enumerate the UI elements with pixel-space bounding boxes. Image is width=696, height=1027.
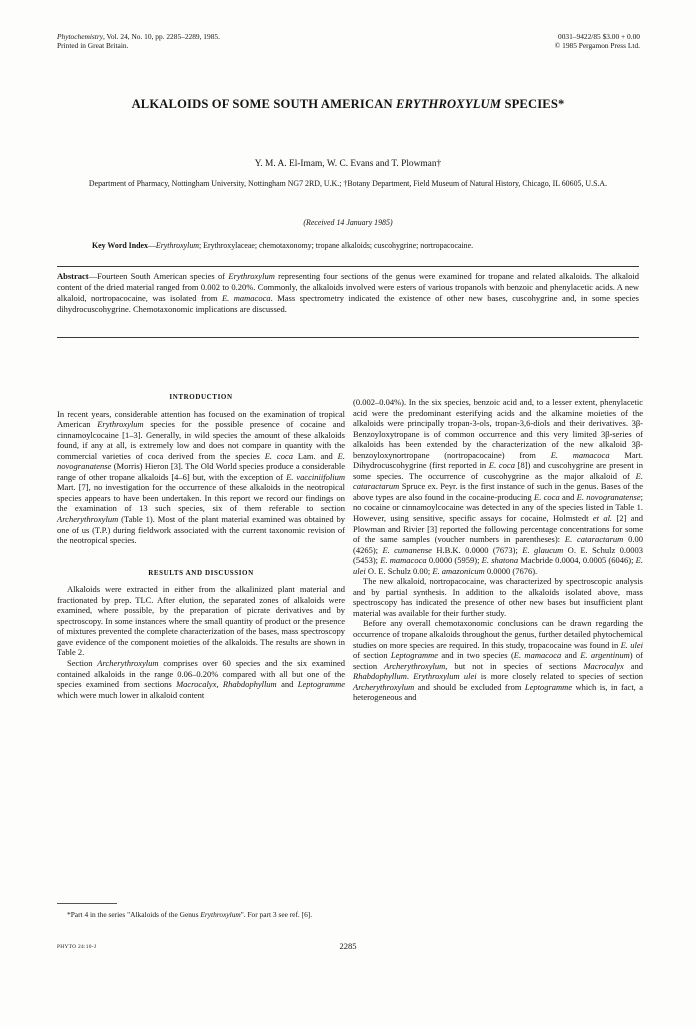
paper-title: ALKALOIDS OF SOME SOUTH AMERICAN ERYTHROXYLUM SPECIES*: [131, 97, 565, 111]
footnote-rule: [57, 903, 117, 904]
phyto-code: PHYTO 24:10-J: [57, 944, 97, 950]
introduction-paragraph: In recent years, considerable attention has focused on the examination of tropical American Erythroxylum species for the possible presence of cocaine and cinnamoylcocaine [1–3]. Generally, in wild species the amount of these alkaloids found, if any at all, is extremely low and does not compare in quantity with the commercial varieties of coca derived from the species E. coca Lam. and E. novogranatense (Morris) Hieron [3]. The Old World species produce a considerable range of other tropane alkaloids [4–6] but, with the exception of E. vacciniifolium Mart. [7], no investigation for the occurrence of these alkaloids in the neotropical species appears to have been undertaken. In this report we record our findings on the examination of 13 such species, six of them referable to section Archerythroxylum (Table 1). Most of the plant material examined was obtained by one of us (T.P.) during fieldwork associated with the current taxonomic revision of the neotropical species.: [57, 408, 345, 546]
right-column: [353, 397, 643, 703]
publisher-info: [555, 32, 640, 50]
affiliation: Department of Pharmacy, Nottingham University, Nottingham NG7 2RD, U.K.; †Botany Department, Field Museum of Natural History, Chicago, IL 60605, U.S.A.: [88, 179, 608, 188]
journal-name: Phytochemistry: [57, 32, 103, 41]
results-paragraph-2: Section Archerythroxylum comprises over 60 species and the six examined contained alkaloids in the range 0.06–0.20% compared with all but one of the species examined from sections Macrocalyx, Rhabdophyllum and Leptogramme which were much lower in alkaloid content: [57, 658, 345, 700]
issn-code: 0031–9422/85 $3.00 + 0.00: [558, 32, 640, 41]
abstract-label: Abstract: [57, 271, 89, 281]
page-number: 2285: [339, 941, 357, 951]
abstract: Abstract—Fourteen South American species of Erythroxylum representing four sections of the genus were examined for tropane and related alkaloids. The alkaloid content of the dried material ranged from 0.002 to 0.20%. Commonly, the alkaloids involved were esters of various tropanols with benzoic and phenylacetic acids. A new alkaloid, nortropacocaine, was isolated from E. mamacoca. Mass spectrometry indicated the existence of other new bases, cuscohygrine and, in some species dihydrocuscohygrine. Chemotaxonomic implications are discussed.: [57, 271, 639, 314]
footnote: [57, 903, 345, 920]
introduction-heading: INTRODUCTION: [169, 393, 233, 401]
abstract-bottom-rule: [57, 337, 639, 338]
copyright: © 1985 Pergamon Press Ltd.: [554, 41, 640, 50]
journal-volume: , Vol. 24, No. 10, pp. 2285–2289, 1985.: [102, 32, 220, 41]
journal-citation: [57, 32, 220, 50]
key-word-index: Key Word Index—Erythroxylum; Erythroxylaceae; chemotaxonomy; tropane alkaloids; cuscohygrine; nortropacocaine.: [92, 241, 474, 250]
discussion-paragraph-2: The new alkaloid, nortropacocaine, was characterized by spectroscopic analysis and by partial synthesis. In addition to the alkaloids isolated above, mass spectroscopy has indicated the presence of other new bases but insufficient plant material was available for their further study.: [353, 576, 643, 618]
discussion-paragraph-3: Before any overall chemotaxonomic conclusions can be drawn regarding the occurrence of tropane alkaloids throughout the genus, further detailed phytochemical studies on more species are required. In this study, tropacocaine was found in E. ulei of section Leptogramme and in two species (E. mamacoca and E. argentinum) of section Archerythroxylum, but not in species of sections Macrocalyx and Rhabdophyllum. Erythroxylum ulei is more closely related to species of section Archerythroxylum and should be excluded from Leptogramme which is, in fact, a heterogeneous and: [353, 618, 643, 703]
keywords-label: Key Word Index: [92, 241, 148, 250]
results-heading: RESULTS AND DISCUSSION: [148, 568, 254, 577]
results-paragraph-1: Alkaloids were extracted in either from the alkalinized plant material and fractionated by prep. TLC. After elution, the separated zones of alkaloids were examined, where possible, by the preparation of picrate derivatives and by spectroscopy. In some instances where the small quantity of product or the presence of mixtures prevented the complete characterization of the bases, mass spectroscopy gave evidence of the component moieties of the alkaloids. The results are shown in Table 2.: [57, 584, 345, 658]
received-date: (Received 14 January 1985): [303, 218, 393, 227]
footnote-text: *Part 4 in the series "Alkaloids of the Genus Erythroxylum". For part 3 see ref. [6].: [67, 910, 313, 919]
abstract-top-rule: [57, 266, 639, 267]
discussion-paragraph-1: (0.002–0.04%). In the six species, benzoic acid and, to a lesser extent, phenylacetic acid were the predominant esterifying acids and the alkamine moieties of the alkaloids were principally tropan-3-ols, tropan-3,6-diols and their derivatives. 3β-Benzoyloxytropane is of common occurrence and this very limited 3β-series of alkaloids has been extended by the characterization of the new alkaloid 3β-benzoyloxynortropane (nortropacocaine) from E. mamacoca Mart. Dihydrocuscohygrine (first reported in E. coca [8]) and cuscohygrine are present in some species. The occurrence of cuscohygrine as the major alkaloid of E. cataractarum Spruce ex. Peyr. is the first instance of such in the genus. Bases of the above types are also found in the cocaine-producing E. coca and E. novogranatense; no cocaine or cinnamoylcocaine was detected in any of the species listed in Table 1. However, using sensitive, specific assays for cocaine, Holmstedt et al. [2] and Plowman and Rivier [3] reported the following percentage concentrations for some of the same samples (voucher numbers in parentheses): E. cataractarum 0.00 (4265); E. cumanense H.B.K. 0.0000 (7673); E. glaucum O. E. Schulz 0.0003 (5453); E. mamacoca 0.0000 (5959); E. shatona Macbride 0.0004, 0.0005 (6046); E. ulei O. E. Schulz 0.00; E. amazonicum 0.0000 (7676).: [353, 397, 644, 576]
printed-in: Printed in Great Britain.: [57, 41, 129, 50]
left-column: [57, 392, 345, 700]
authors: Y. M. A. El-Imam, W. C. Evans and T. Plowman†: [254, 159, 442, 169]
